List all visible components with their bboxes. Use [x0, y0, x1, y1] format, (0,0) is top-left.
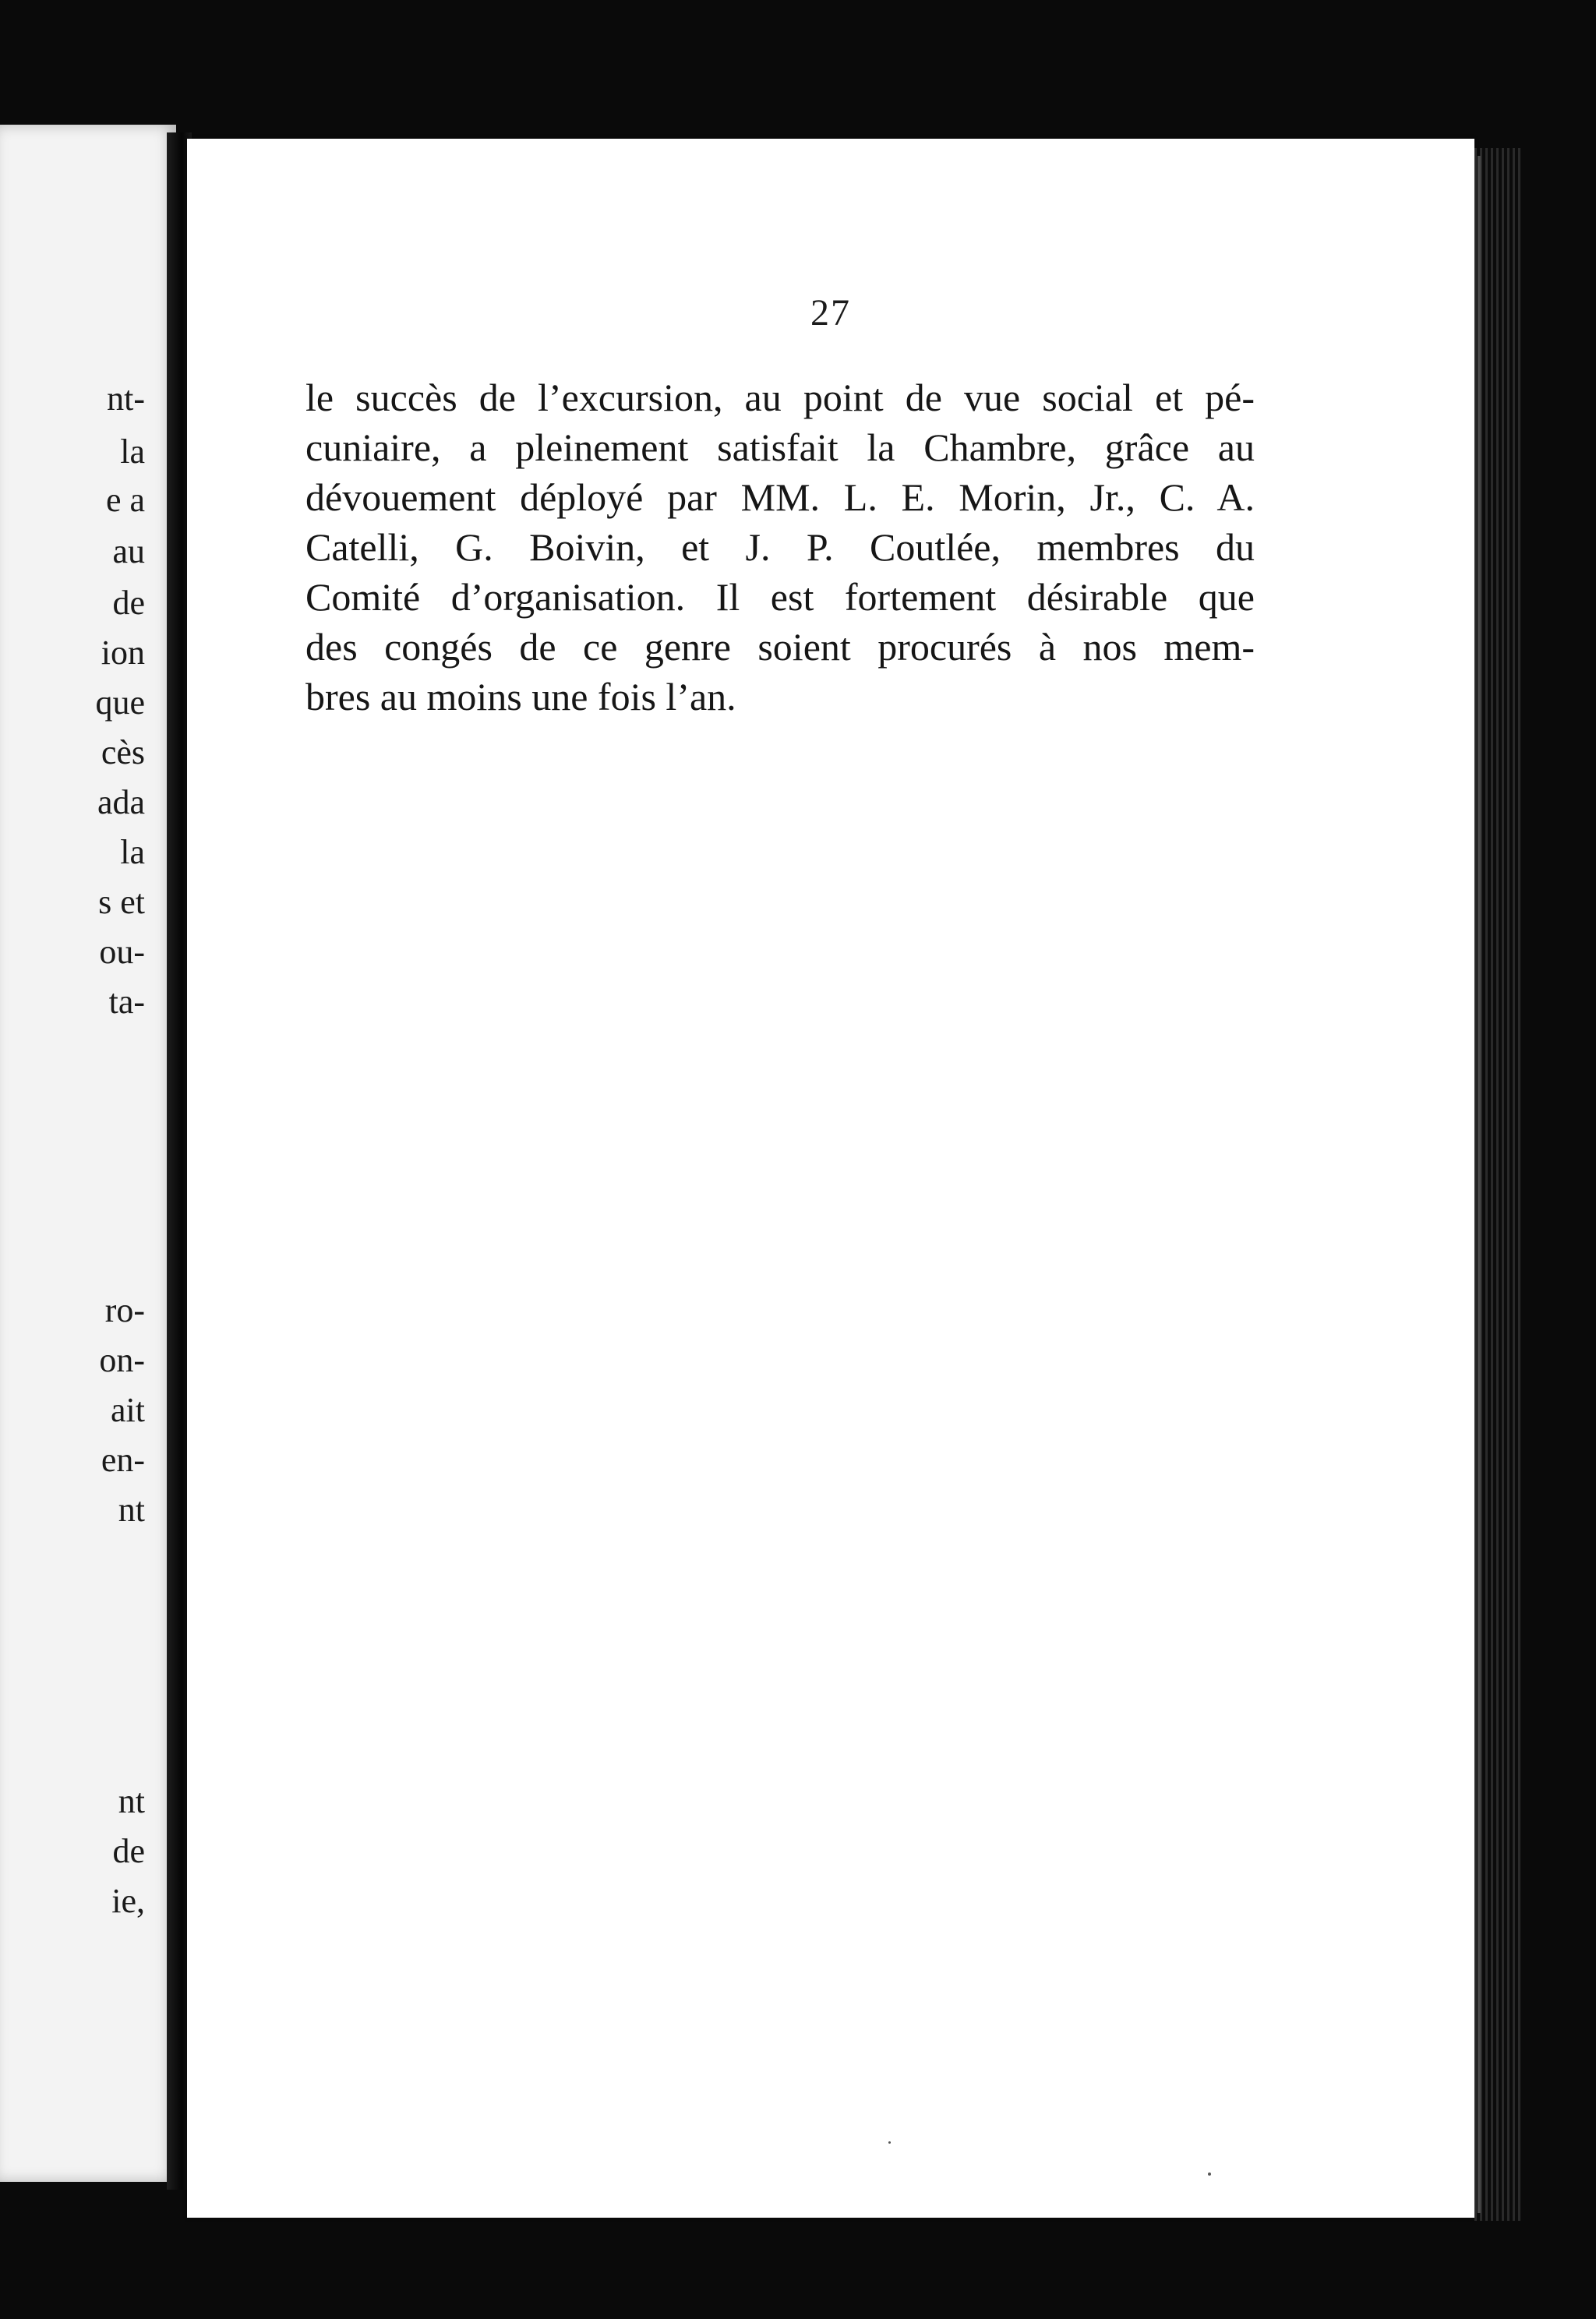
previous-page-line: ie,	[111, 1882, 145, 1920]
text-line: cuniaire, a pleinement satisfait la Chambre, grâce au	[305, 425, 1255, 469]
previous-page-line: s et	[98, 883, 145, 921]
book-page	[187, 139, 1474, 2218]
previous-page-line: en-	[101, 1441, 145, 1479]
previous-page-line: ro-	[104, 1291, 145, 1329]
previous-page-line: ion	[101, 634, 145, 672]
previous-page-line: cès	[101, 733, 145, 771]
previous-page-line: de	[112, 584, 145, 622]
paper-speck	[1208, 2173, 1211, 2176]
book-page-edges	[1474, 148, 1521, 2221]
text-line: dévouement déployé par MM. L. E. Morin, Jr., C. A.	[305, 475, 1255, 519]
text-line: Catelli, G. Boivin, et J. P. Coutlée, membres du	[305, 525, 1255, 569]
text-line: le succès de l’excursion, au point de vue social et pé-	[305, 376, 1255, 419]
previous-page-line: nt-	[107, 379, 145, 418]
previous-page-line: on-	[99, 1341, 145, 1379]
paragraph	[305, 372, 1255, 722]
page-number: 27	[810, 292, 851, 334]
previous-page-line: nt	[118, 1782, 145, 1820]
text-line: des congés de ce genre soient procurés à nos mem-	[305, 625, 1255, 669]
previous-page-line: la	[120, 432, 145, 471]
page-edge-highlight	[1478, 156, 1481, 2213]
previous-page-line: la	[120, 833, 145, 871]
paper-speck	[888, 2141, 891, 2144]
previous-page-line: au	[112, 532, 145, 570]
previous-page-line: ada	[97, 783, 145, 821]
text-line: Comité d’organisation. Il est fortement désirable que	[305, 575, 1255, 619]
previous-page-line: de	[112, 1832, 145, 1870]
previous-page-line: e a	[105, 481, 145, 519]
previous-page-line: ou-	[99, 933, 145, 971]
text-line: bres au moins une fois l’an.	[305, 675, 736, 718]
previous-page-line: que	[95, 683, 145, 722]
previous-page-fragment	[0, 125, 176, 2182]
previous-page-line: nt	[118, 1491, 145, 1529]
previous-page-line: ait	[111, 1391, 145, 1429]
previous-page-line: ta-	[108, 983, 145, 1021]
